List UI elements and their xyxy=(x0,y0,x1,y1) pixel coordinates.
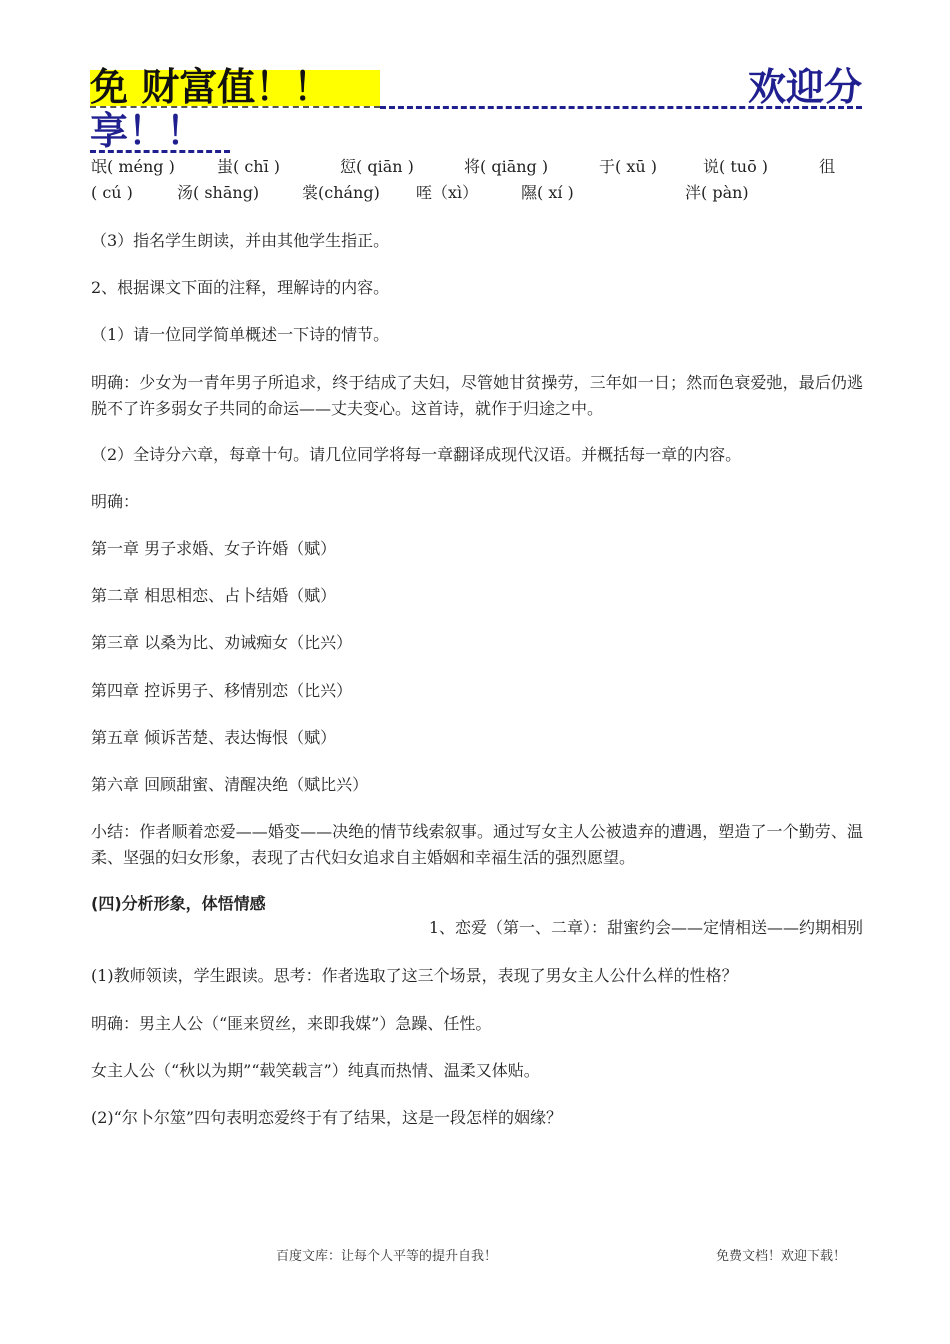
pinyin-item: 于( xū ) xyxy=(599,157,657,176)
pinyin-item: 说( tuō ) xyxy=(703,157,769,176)
paragraph: (2)“尔卜尔筮”四句表明恋爱终于有了结果，这是一段怎样的姻缘？ xyxy=(91,1108,563,1127)
pinyin-item: 隰( xí ) xyxy=(521,183,574,202)
pinyin-item: 泮( pàn) xyxy=(685,183,749,202)
paragraph: 明确：男主人公（“匪来贸丝，来即我媒”）急躁、任性。 xyxy=(91,1014,492,1033)
paragraph: 明确： xyxy=(91,492,140,511)
chapter-item: 第五章 倾诉苦楚、表达悔恨（赋） xyxy=(91,728,337,747)
chapter-item: 第六章 回顾甜蜜、清醒决绝（赋比兴） xyxy=(91,775,369,794)
banner-second-line: 享！！ xyxy=(90,109,205,153)
pinyin-item: 汤( shāng) xyxy=(177,183,260,202)
summary-paragraph: 小结：作者顺着恋爱——婚变——决绝的情节线索叙事。通过写女主人公被遗弃的遭遇，塑造了一个勤劳、温柔、坚强的妇女形象，表现了古代妇女追求自主婚姻和幸福生活的强烈愿望。 xyxy=(91,822,863,867)
section-heading: (四)分析形象，体悟情感 xyxy=(91,894,266,913)
pinyin-item: ( cú ) xyxy=(91,183,133,202)
paragraph: 明确：少女为一青年男子所追求，终于结成了夫妇，尽管她甘贫操劳，三年如一日；然而色衰爱弛，最后仍逃脱不了许多弱女子共同的命运——丈夫变心。这首诗，就作于归途之中。 xyxy=(91,373,863,418)
pinyin-item: 蚩( chī ) xyxy=(217,157,281,176)
paragraph: （1）请一位同学简单概述一下诗的情节。 xyxy=(91,325,390,344)
chapter-item: 第一章 男子求婚、女子许婚（赋） xyxy=(91,539,337,558)
paragraph: 1、恋爱（第一、二章）：甜蜜约会——定情相送——约期相别 xyxy=(428,918,863,937)
pinyin-item: 徂 xyxy=(819,157,836,176)
chapter-item: 第三章 以桑为比、劝诫痴女（比兴） xyxy=(91,633,353,652)
paragraph: （2）全诗分六章，每章十句。请几位同学将每一章翻译成现代汉语。并概括每一章的内容。 xyxy=(91,445,742,464)
pinyin-item: 氓( méng ) xyxy=(91,157,175,176)
pinyin-item: 裳(cháng) xyxy=(302,183,380,202)
chapter-item: 第二章 相思相恋、占卜结婚（赋） xyxy=(91,586,337,605)
pinyin-item: 将( qiāng ) xyxy=(464,157,549,176)
paragraph: (1)教师领读，学生跟读。思考：作者选取了这三个场景，表现了男女主人公什么样的性格？ xyxy=(91,966,738,985)
footer-right: 免费文档！欢迎下载！ xyxy=(716,1249,847,1264)
paragraph: （3）指名学生朗读，并由其他学生指正。 xyxy=(91,231,390,250)
pinyin-item: 愆( qiān ) xyxy=(340,157,414,176)
header-banner xyxy=(90,66,862,158)
banner-left-text: 免 财富值！！ xyxy=(90,65,332,109)
banner-right-text: 欢迎分 xyxy=(747,65,862,109)
paragraph: 2、根据课文下面的注释，理解诗的内容。 xyxy=(91,278,390,297)
footer-left: 百度文库：让每个人平等的提升自我！ xyxy=(276,1249,498,1264)
chapter-item: 第四章 控诉男子、移情别恋（比兴） xyxy=(91,681,353,700)
pinyin-item: 咥（xì） xyxy=(416,183,479,202)
paragraph: 女主人公（“秋以为期”“载笑载言”）纯真而热情、温柔又体贴。 xyxy=(91,1061,540,1080)
